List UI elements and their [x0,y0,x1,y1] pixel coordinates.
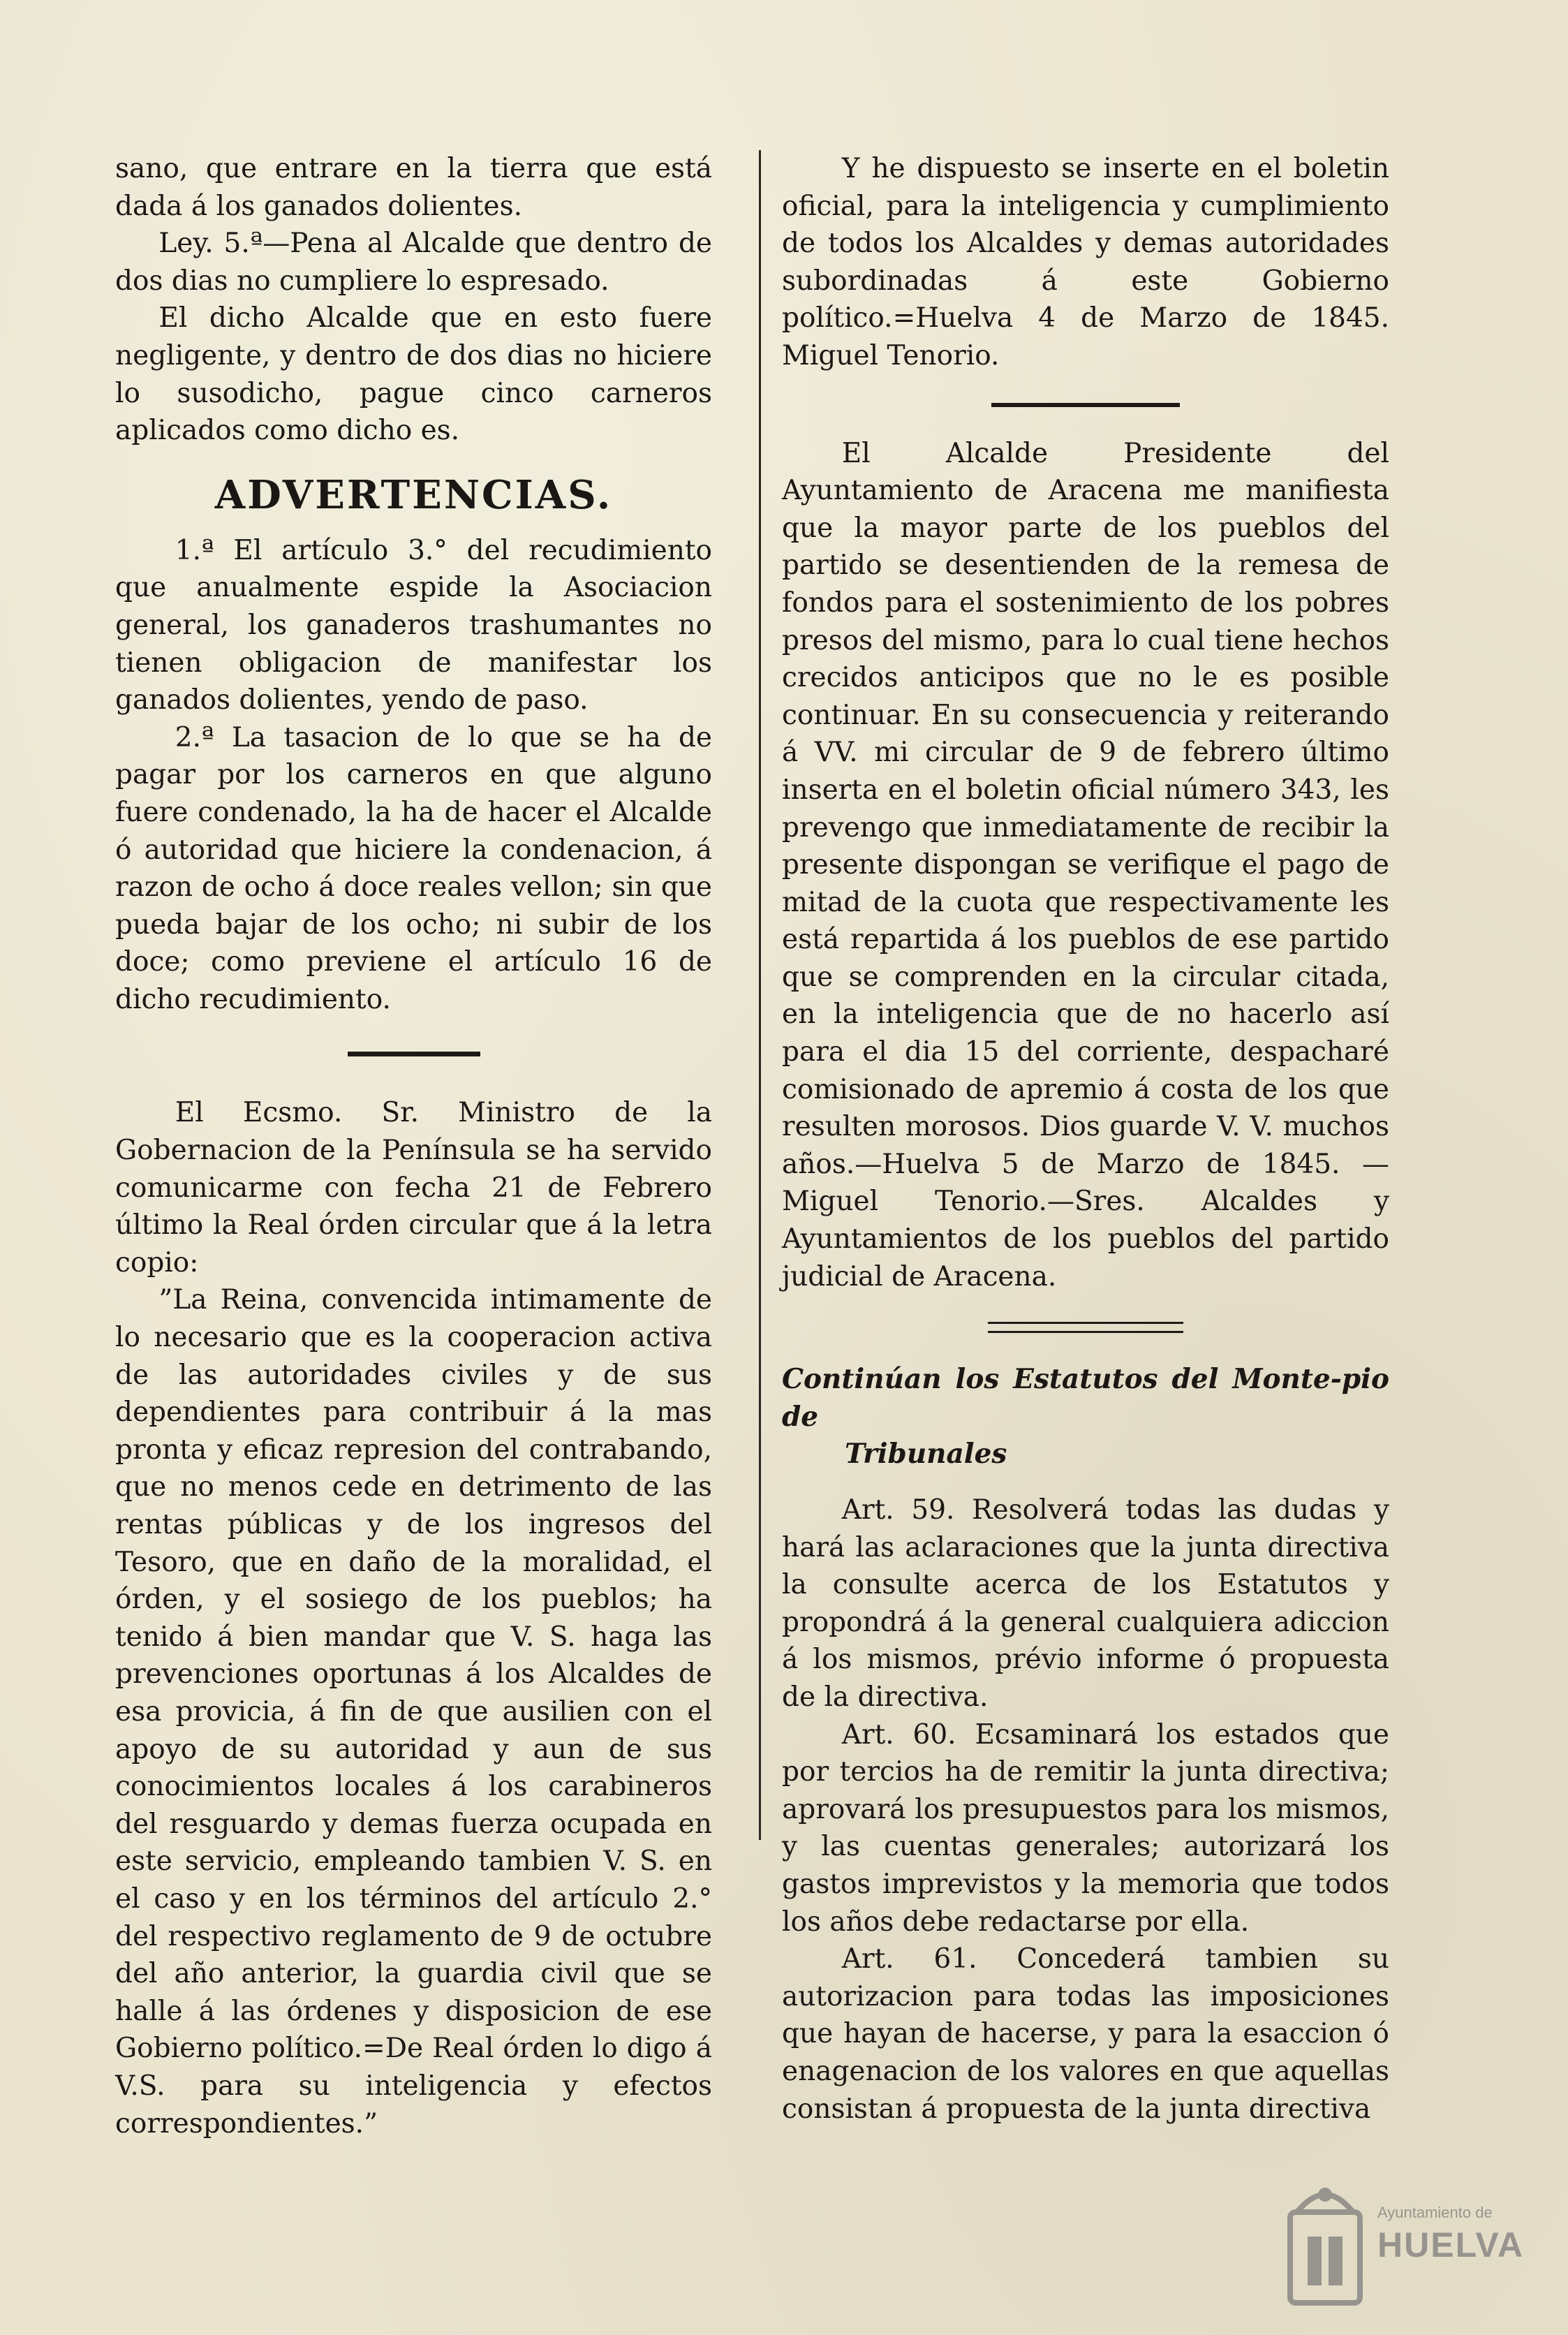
section-divider [991,403,1180,407]
section-title-line-2: Tribunales [845,1438,1007,1471]
section-divider [348,1052,480,1056]
article-61: Art. 61. Concederá tambien su autorizacion para todas las imposiciones que hayan de hacerse, y para la esaccion ó enagenacion de los valores en que aquellas consistan á propuesta de la junta directiva [782,1943,1389,2125]
left-paragraph-6: El Ecsmo. Sr. Ministro de la Gobernacion de la Península se ha servido comunicarme con fecha 21 de Febrero último la Real órden circular que á la letra copio: [115,1097,712,1279]
watermark-line-2: HUELVA [1377,2225,1525,2264]
section-divider-double [988,1322,1183,1333]
crest-icon [1283,2170,1367,2310]
section-title-line-1: Continúan los Estatutos del Monte-pio de [782,1363,1389,1433]
left-paragraph-4: 1.ª El artículo 3.° del recudimiento que anualmente espide la Asociacion general, los ganaderos trashumantes no tienen obligacion de manifestar los ganados dolientes, yendo de paso. [115,534,712,716]
right-column [782,150,1389,2128]
left-paragraph-2: Ley. 5.ª—Pena al Alcalde que dentro de dos dias no cumpliere lo espresado. [115,228,712,297]
column-divider [759,150,761,1840]
watermark-line-1: Ayuntamiento de [1377,2204,1493,2221]
article-59: Art. 59. Resolverá todas las dudas y hará las aclaraciones que la junta directiva la consulte acerca de los Estatutos y propondrá á la general cualquiera adiccion á los mismos, prévio informe ó propuesta de la directiva. [782,1494,1389,1713]
left-paragraph-1: sano, que entrare en la tierra que está dada á los ganados dolientes. [115,153,712,222]
section-title [782,1361,1389,1473]
left-paragraph-3: El dicho Alcalde que en esto fuere negligente, y dentro de dos dias no hiciere lo susodicho, pague cinco carneros aplicados como dicho es. [115,302,712,447]
advertencias-heading: ADVERTENCIAS. [214,471,613,518]
right-paragraph-2: El Alcalde Presidente del Ayuntamiento de Aracena me manifiesta que la mayor parte de los pueblos del partido se desentienden de la remesa de fondos para el sostenimiento de los pobres presos del mismo, para lo cual tiene hechos crecidos anticipos que no le es posible continuar. En su consecuencia y reiterando á VV. mi circular de 9 de febrero último inserta en el boletin oficial número 343, les prevengo que inmediatamente de recibir la presente dispongan se verifique el pago de mitad de la cuota que respectivamente les está repartida á los pueblos de ese partido que se comprenden en la circular citada, en la inteligencia que de no hacerlo así para el dia 15 del corriente, despacharé comisionado de apremio á costa de los que resulten morosos. Dios guarde V. V. muchos años.—Huelva 5 de Marzo de 1845. —Miguel Tenorio.—Sres. Alcaldes y Ayuntamientos de los pueblos del partido judicial de Aracena. [782,437,1389,1292]
huelva-watermark [1283,2170,1525,2310]
left-paragraph-5: 2.ª La tasacion de lo que se ha de pagar por los carneros en que alguno fuere condenado, la ha de hacer el Alcalde ó autoridad que hiciere la condenacion, á razon de ocho á doce reales vellon; sin que pueda bajar de los ocho; ni subir de los doce; como previene el artículo 16 de dicho recudimiento. [115,721,712,1015]
article-60: Art. 60. Ecsaminará los estados que por tercios ha de remitir la junta directiva; aprovará los presupuestos para los mismos, y las cuentas generales; autorizará los gastos imprevistos y la memoria que todos los años debe redactarse por ella. [782,1718,1389,1938]
left-column [115,150,712,2142]
left-paragraph-7: ”La Reina, convencida intimamente de lo necesario que es la cooperacion activa de las autoridades civiles y de sus dependientes para contribuir á la mas pronta y eficaz represion del contrabando, que no menos cede en detrimento de las rentas públicas y de los ingresos del Tesoro, que en daño de la moralidad, el órden, y el sosiego de los pueblos; ha tenido á bien mandar que V. S. haga las prevenciones oportunas á los Alcaldes de esa provicia, á fin de que ausilien con el apoyo de su autoridad y aun de sus conocimientos locales á los carabineros del resguardo y demas fuerza ocupada en este servicio, empleando tambien V. S. en el caso y en los términos del artículo 2.° del respectivo reglamento de 9 de octubre del año anterior, la guardia civil que se halle á las órdenes y disposicion de ese Gobierno político.=De Real órden lo digo á V.S. para su inteligencia y efectos correspondientes.” [115,1284,712,2139]
right-paragraph-1: Y he dispuesto se inserte en el boletin oficial, para la inteligencia y cumplimiento de todos los Alcaldes y demas autoridades subordinadas á este Gobierno político.=Huelva 4 de Marzo de 1845. Miguel Tenorio. [782,153,1389,371]
